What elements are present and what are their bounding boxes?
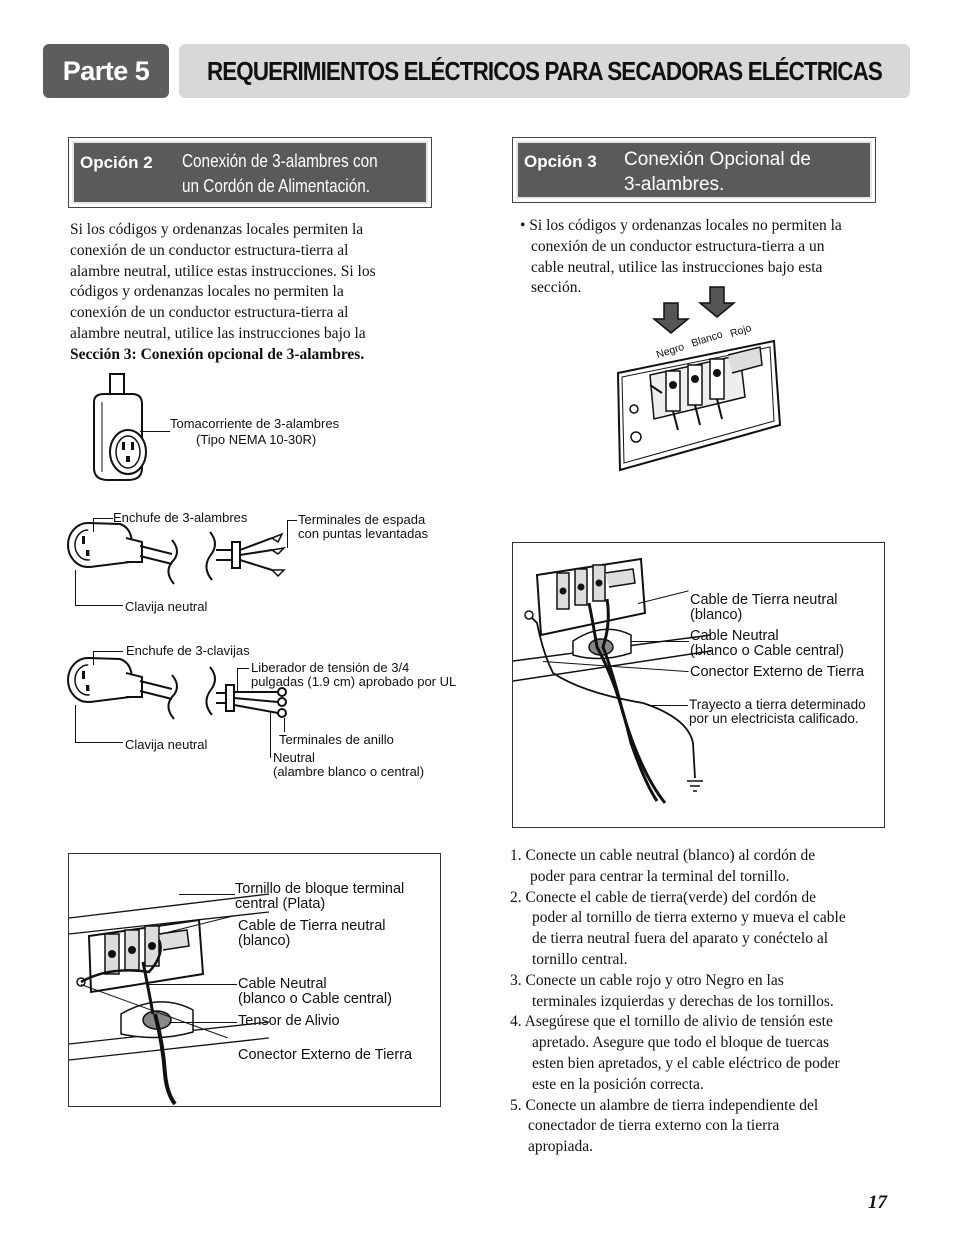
plug2-strain-leader	[237, 668, 238, 692]
fig2-label1	[235, 882, 404, 912]
fig2-label1-line1: Tornillo de bloque terminal	[235, 881, 405, 897]
plug2-top-leader	[93, 651, 94, 665]
step-3	[510, 971, 900, 1013]
option2-header	[68, 137, 432, 208]
plug1-bottom-leader	[75, 570, 76, 606]
step-line: tornillo central.	[532, 950, 628, 968]
page-number: 17	[868, 1192, 887, 1213]
step-line: apretado. Asegure que todo el bloque de tuercas	[532, 1034, 829, 1052]
page-title-text: REQUERIMIENTOS ELÉCTRICOS PARA SECADORAS ELÉCTRICAS	[206, 55, 883, 86]
fig2-leader4	[169, 1022, 237, 1023]
option2-body-line: conexión de un conductor estructura-tierra al	[70, 241, 349, 259]
option3-bullet-line: cable neutral, utilice las instrucciones bajo esta	[531, 258, 823, 276]
fig2-label2-line1: Cable de Tierra neutral	[238, 918, 386, 934]
option3-bullet-line: • Si los códigos y ordenanzas locales no permiten la	[520, 217, 842, 234]
fig2-leader1	[179, 894, 235, 895]
fig2-label4: Tensor de Alivio	[238, 1013, 340, 1029]
step-5	[510, 1096, 900, 1158]
plug2-neutral-line2: (alambre blanco o central)	[273, 764, 425, 779]
plug1-terminals-line1: Terminales de espada	[298, 512, 426, 527]
step-line: 5. Conecte un alambre de tierra independiente del	[510, 1096, 819, 1114]
wire-label-white: Blanco	[689, 328, 725, 350]
fig2-label1-line2: central (Plata)	[235, 896, 326, 912]
outlet-label	[170, 417, 339, 447]
option2-label: Opción 2	[80, 153, 153, 172]
step-line: terminales izquierdas y derechas de los tornillos.	[532, 992, 834, 1010]
step-line: 1. Conecte un cable neutral (blanco) al cordón de	[510, 847, 816, 864]
option2-body-line: conexión de un conductor estructura-tierra al	[70, 304, 349, 322]
option3-ground-figure	[512, 542, 885, 828]
option2-body-line: Si los códigos y ordenanzas locales permiten la	[70, 221, 364, 238]
terminal-block-illustration	[610, 285, 790, 480]
plug1-terminals-label	[298, 513, 428, 541]
option3-label: Opción 3	[524, 152, 597, 171]
plug2-strain-line1: Liberador de tensión de 3/4	[251, 660, 410, 675]
plug1-bottom-leader-h	[75, 605, 123, 606]
option2-terminal-figure	[68, 853, 441, 1107]
outlet-label-line2: (Tipo NEMA 10-30R)	[196, 432, 317, 447]
plug2-bottom-leader	[75, 705, 76, 743]
plug2-ring-label: Terminales de anillo	[279, 732, 394, 747]
plug2-strain-leader-h	[237, 668, 249, 669]
plug2-neutral-line1: Neutral	[273, 750, 315, 765]
step-1	[510, 846, 900, 888]
step-line: 4. Asegúrese que el tornillo de alivio de tensión este	[510, 1013, 833, 1031]
option3-bullet-line: conexión de un conductor estructura-tierra a un	[531, 237, 825, 255]
option3-header	[512, 137, 876, 203]
option3-bullet-line: sección.	[531, 279, 582, 297]
fig3-leader4	[648, 705, 688, 706]
plug1-terminals-line2: con puntas levantadas	[298, 526, 429, 541]
wire-label-red: Rojo	[728, 321, 753, 341]
plug2-neutral-leader	[270, 712, 271, 758]
plug2-strain-line2: pulgadas (1.9 cm) aprobado por UL	[251, 674, 457, 689]
fig2-label2-line2: (blanco)	[238, 933, 291, 949]
wire-label-black: Negro	[654, 340, 686, 362]
step-line: conectador de tierra externo con la tierra	[528, 1117, 780, 1135]
fig2-leader3	[147, 984, 237, 985]
fig3-leader2	[631, 641, 689, 642]
plug2-strain-label	[251, 661, 456, 689]
plug2-bottom-label: Clavija neutral	[125, 737, 208, 752]
option2-body-bold: Sección 3: Conexión opcional de 3-alambres.	[70, 345, 365, 363]
fig2-label3	[238, 977, 392, 1007]
plug1-top-label: Enchufe de 3-alambres	[113, 510, 248, 525]
option2-title-line2: un Cordón de Alimentación.	[182, 176, 370, 196]
fig3-label4-line2: por un electricista calificado.	[689, 711, 859, 726]
option2-body-line: códigos y ordenanzas locales no permiten la	[70, 283, 344, 301]
step-line: esten bien apretados, y el cable eléctrico de poder	[532, 1054, 840, 1072]
step-line: 2. Conecte el cable de tierra(verde) del cordón de	[510, 888, 816, 906]
plug2-ring-leader	[284, 718, 285, 732]
fig2-label3-line2: (blanco o Cable central)	[238, 991, 392, 1007]
option2-body-line: alambre neutral, utilice estas instrucciones. Si los	[70, 262, 376, 280]
fig3-label1	[690, 593, 838, 623]
fig3-label4	[689, 698, 866, 726]
fig2-label3-line1: Cable Neutral	[238, 976, 327, 992]
fig3-label3: Conector Externo de Tierra	[690, 664, 865, 680]
plug2-top-label: Enchufe de 3-clavijas	[126, 643, 250, 658]
page-title	[179, 44, 910, 98]
fig3-label1-line1: Cable de Tierra neutral	[690, 592, 838, 608]
plug-spade-illustration	[60, 510, 310, 610]
fig3-label1-line2: (blanco)	[690, 607, 743, 623]
option2-title-line1: Conexión de 3-alambres con	[182, 151, 378, 171]
plug1-top-leader-h	[93, 518, 113, 519]
plug2-top-leader-h	[93, 651, 123, 652]
fig3-label2-line1: Cable Neutral	[690, 628, 779, 644]
wire-labels	[656, 322, 766, 362]
fig3-label2-line2: (blanco o Cable central)	[690, 643, 844, 659]
step-line: apropiada.	[528, 1138, 593, 1156]
outlet-illustration	[80, 372, 180, 484]
fig2-label2	[238, 919, 386, 949]
outlet-label-line1: Tomacorriente de 3-alambres	[170, 416, 340, 431]
option2-body	[70, 220, 430, 366]
option3-steps	[510, 846, 900, 1158]
part-tab: Parte 5	[43, 44, 169, 98]
step-2	[510, 888, 900, 971]
outlet-leader	[140, 431, 170, 432]
plug2-neutral-label	[273, 751, 424, 779]
plug1-top-leader	[93, 518, 94, 532]
fig2-label5: Conector Externo de Tierra	[238, 1047, 413, 1063]
step-line: poder para centrar la terminal del tornillo.	[530, 867, 790, 885]
option2-body-line: alambre neutral, utilice las instrucciones bajo la	[70, 324, 366, 342]
step-line: de tierra neutral fuera del aparato y conéctelo al	[532, 930, 829, 948]
step-4	[510, 1012, 900, 1095]
step-line: 3. Conecte un cable rojo y otro Negro en las	[510, 971, 784, 989]
option3-ground-illustration	[513, 543, 713, 827]
plug1-term-leader	[287, 520, 288, 548]
fig3-label4-line1: Trayecto a tierra determinado	[689, 697, 866, 712]
step-line: este en la posición correcta.	[532, 1075, 704, 1093]
plug1-term-leader-h	[287, 520, 297, 521]
option3-title-line1: Conexión Opcional de	[624, 149, 811, 170]
plug2-bottom-leader-h	[75, 742, 123, 743]
plug1-bottom-label: Clavija neutral	[125, 599, 208, 614]
fig3-label2	[690, 629, 844, 659]
step-line: poder al tornillo de tierra externo y mueva el cable	[532, 909, 846, 927]
option3-title-line2: 3-alambres.	[624, 174, 725, 195]
